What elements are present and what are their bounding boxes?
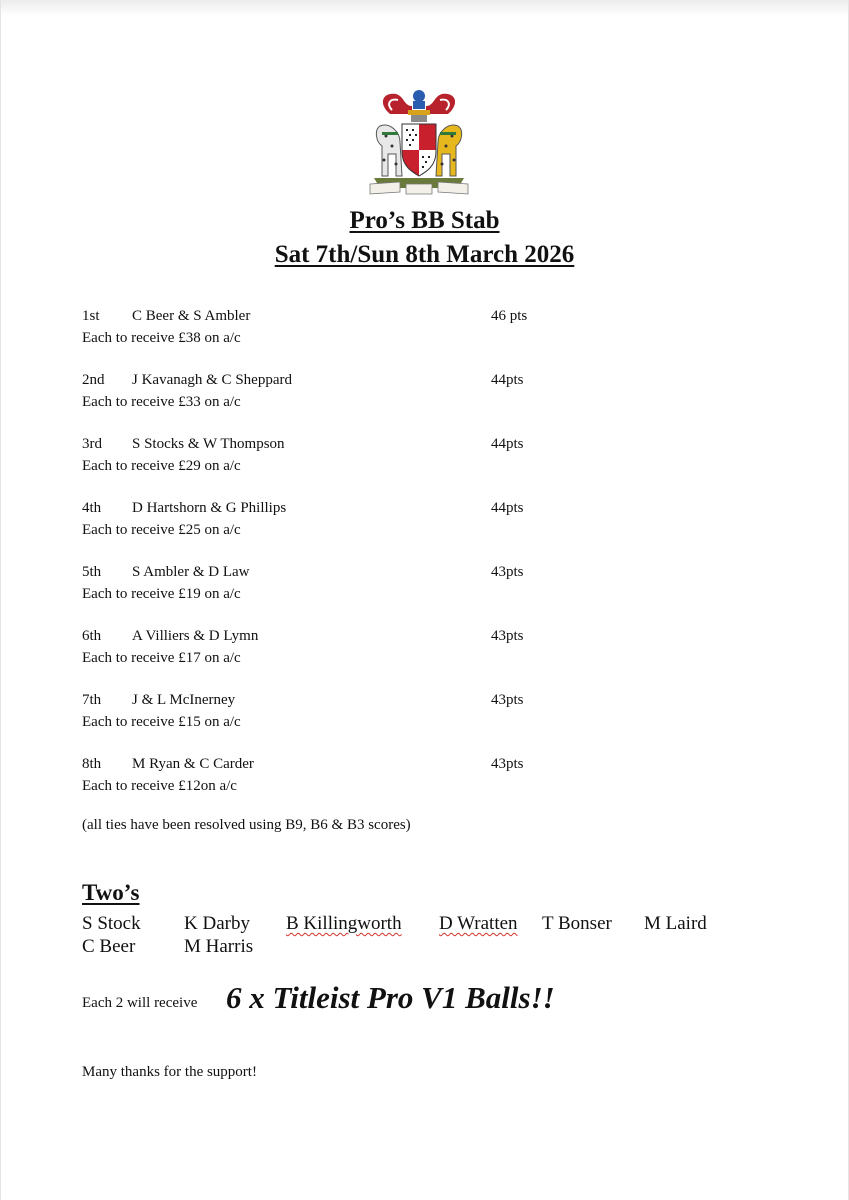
twos-winner: C Beer [82,936,136,957]
result-entry [82,754,682,818]
result-place: 3rd [82,436,102,452]
tie-break-note: (all ties have been resolved using B9, B6 & B3 scores) [82,817,411,833]
result-place: 4th [82,500,102,516]
result-prize: Each to receive £33 on a/c [82,393,241,410]
result-points: 43pts [491,756,524,772]
result-points: 44pts [491,372,524,388]
result-entry [82,306,682,370]
result-prize: Each to receive £38 on a/c [82,329,241,346]
result-entry [82,370,682,434]
result-names: S Stocks & W Thompson [132,436,285,452]
result-entry [82,562,682,626]
result-entry [82,690,682,754]
result-prize: Each to receive £29 on a/c [82,457,241,474]
result-points: 44pts [491,436,524,452]
result-place: 8th [82,756,102,772]
twos-winners-row [82,936,782,960]
result-place: 5th [82,564,102,580]
result-names: M Ryan & C Carder [132,756,254,772]
result-prize: Each to receive £25 on a/c [82,521,241,538]
twos-winner: T Bonser [542,913,612,934]
result-points: 43pts [491,628,524,644]
result-entry [82,626,682,690]
result-prize: Each to receive £12on a/c [82,777,237,794]
twos-winner: S Stock [82,913,141,934]
result-names: J & L McInerney [132,692,236,708]
result-points: 46 pts [491,308,528,324]
result-place: 6th [82,628,102,644]
result-place: 2nd [82,372,105,388]
result-points: 43pts [491,692,524,708]
result-points: 43pts [491,564,524,580]
page-title: Pro’s BB Stab [349,207,500,234]
result-prize: Each to receive £15 on a/c [82,713,241,730]
result-prize: Each to receive £17 on a/c [82,649,241,666]
twos-winners-row [82,913,782,937]
result-place: 7th [82,692,102,708]
result-names: A Villiers & D Lymn [132,628,259,644]
results-list [82,306,682,818]
result-points: 44pts [491,500,524,516]
result-names: D Hartshorn & G Phillips [132,500,287,516]
result-entry [82,434,682,498]
twos-winner: D Wratten [439,913,518,934]
result-names: C Beer & S Ambler [132,308,251,324]
result-names: J Kavanagh & C Sheppard [132,372,292,388]
twos-winner: K Darby [184,913,250,934]
twos-winner: B Killingworth [286,913,402,934]
twos-prize-label: Each 2 will receive [82,995,198,1011]
twos-winner: M Laird [644,913,707,934]
event-dates: Sat 7th/Sun 8th March 2026 [274,241,575,268]
twos-heading: Two’s [82,880,140,905]
result-names: S Ambler & D Law [132,564,250,580]
club-crest-logo [360,84,478,196]
twos-prize: 6 x Titleist Pro V1 Balls!! [226,980,555,1015]
twos-winner: M Harris [184,936,254,957]
result-place: 1st [82,308,100,324]
result-entry [82,498,682,562]
thanks-message: Many thanks for the support! [82,1064,257,1080]
result-prize: Each to receive £19 on a/c [82,585,241,602]
